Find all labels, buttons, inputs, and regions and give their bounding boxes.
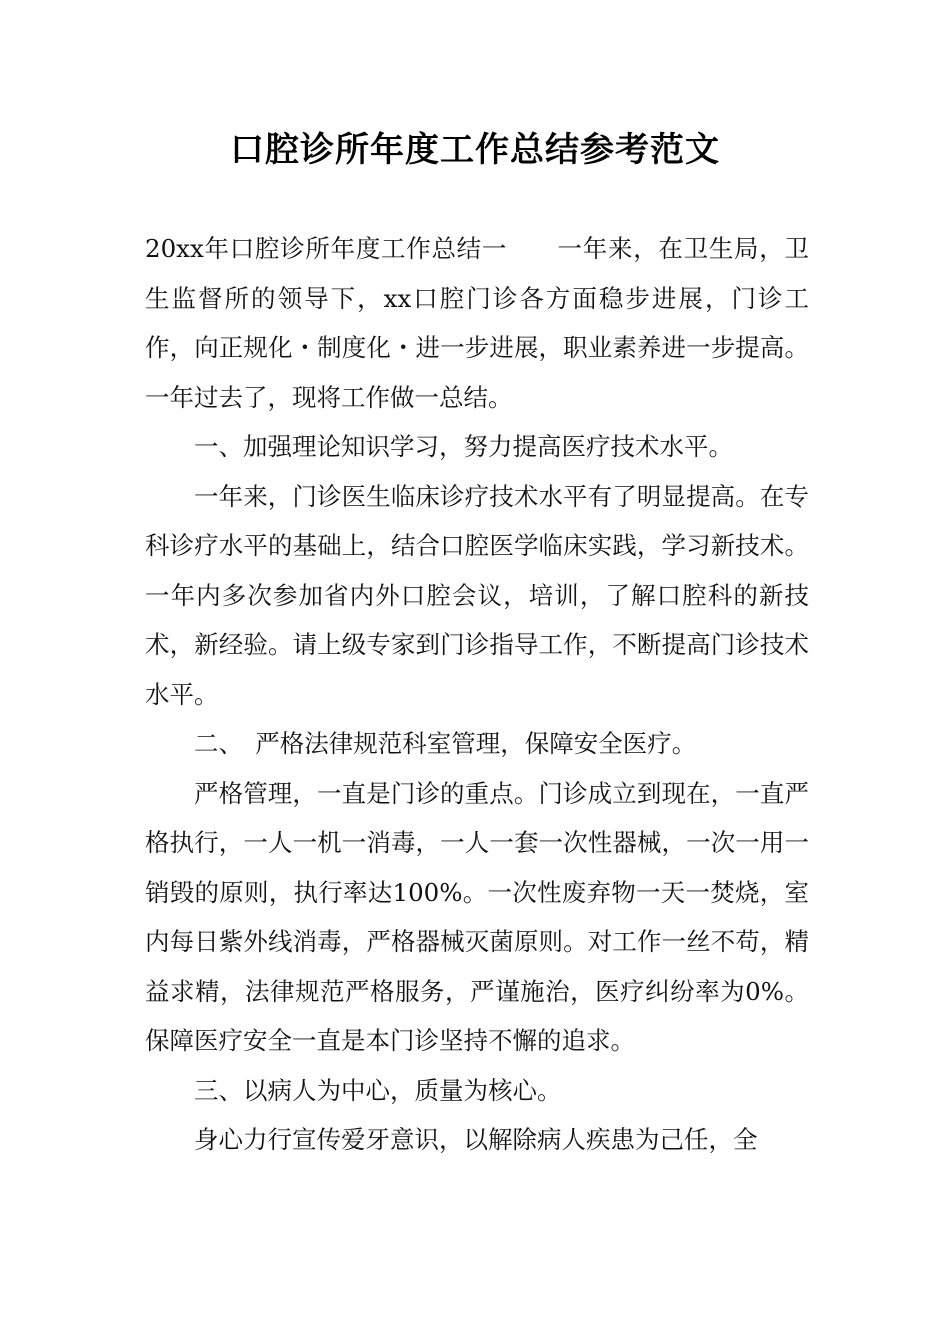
section-heading-3: 三、以病人为中心，质量为核心。 xyxy=(194,1075,562,1105)
section-heading-1: 一、加强理论知识学习，努力提高医疗技术水平。 xyxy=(194,432,733,461)
paragraph-intro: 20xx年口腔诊所年度工作总结一 一年来，在卫生局，卫生监督所的领导下，xx口腔门诊各方面稳步进展，门诊工作，向正规化・制度化・进一步进展，职业素养进一步提高。一年过去了，现将工作做一总结。 xyxy=(145,234,809,412)
document-body xyxy=(145,224,809,1165)
document-title: 口腔诊所年度工作总结参考范文 xyxy=(230,130,720,170)
section-heading-2: 二、 严格法律规范科室管理，保障安全医疗。 xyxy=(194,729,697,758)
paragraph-section-1: 一年来，门诊医生临床诊疗技术水平有了明显提高。在专科诊疗水平的基础上，结合口腔医学临床实践，学习新技术。一年内多次参加省内外口腔会议，培训，了解口腔科的新技术，新经验。请上级专家到门诊指导工作，不断提高门诊技术水平。 xyxy=(145,481,809,709)
paragraph-section-3: 身心力行宣传爱牙意识，以解除病人疾患为己任，全 xyxy=(194,1125,758,1154)
paragraph-section-2: 严格管理，一直是门诊的重点。门诊成立到现在，一直严格执行，一人一机一消毒，一人一套一次性器械，一次一用一销毁的原则，执行率达100%。一次性废弃物一天一焚烧，室内每日紫外线消毒，严格器械灭菌原则。对工作一丝不苟，精益求精，法律规范严格服务，严谨施治，医疗纠纷率为0%。保障医疗安全一直是本门诊坚持不懈的追求。 xyxy=(145,778,809,1055)
